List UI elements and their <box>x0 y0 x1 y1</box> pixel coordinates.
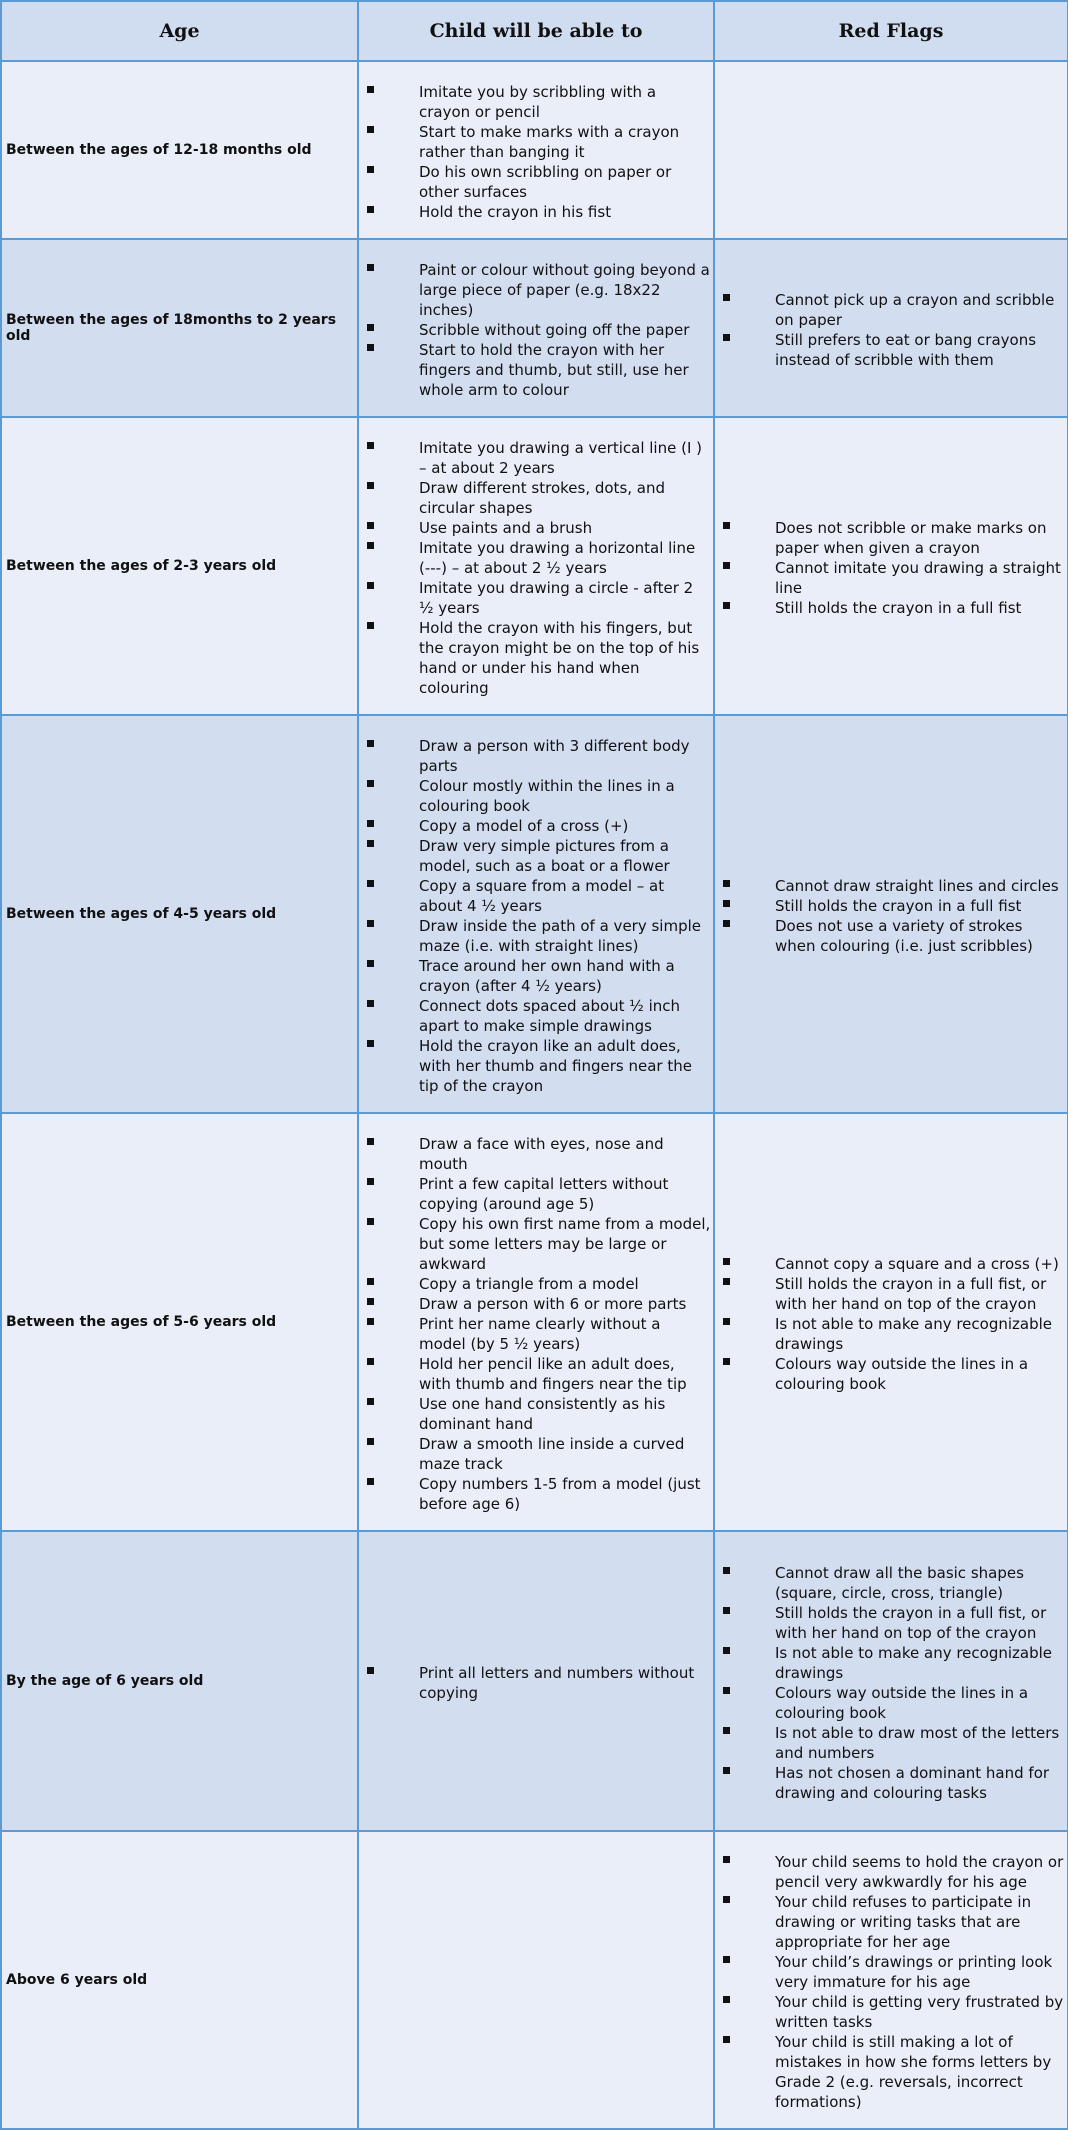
red-flag-item: Cannot draw straight lines and circles <box>715 876 1065 896</box>
table-body <box>1 61 1068 2129</box>
red-flag-item: Does not use a variety of strokes when colouring (i.e. just scribbles) <box>715 916 1065 956</box>
red-flags-cell <box>714 61 1068 239</box>
age-cell: By the age of 6 years old <box>1 1531 358 1831</box>
table-row <box>1 239 1068 417</box>
ability-list <box>359 716 713 1112</box>
red-flag-list <box>715 1832 1067 2128</box>
ability-item: Copy his own first name from a model, but some letters may be large or awkward <box>359 1214 711 1274</box>
ability-item: Draw very simple pictures from a model, such as a boat or a flower <box>359 836 711 876</box>
age-cell: Between the ages of 5-6 years old <box>1 1113 358 1531</box>
header-child-able: Child will be able to <box>358 1 714 61</box>
age-cell: Between the ages of 18months to 2 years old <box>1 239 358 417</box>
ability-item: Draw a smooth line inside a curved maze track <box>359 1434 711 1474</box>
age-cell: Between the ages of 2-3 years old <box>1 417 358 715</box>
ability-item: Print all letters and numbers without copying <box>359 1663 711 1703</box>
red-flags-cell <box>714 1113 1068 1531</box>
ability-list <box>359 1643 713 1719</box>
ability-item: Hold her pencil like an adult does, with thumb and fingers near the tip <box>359 1354 711 1394</box>
red-flag-item: Your child’s drawings or printing look very immature for his age <box>715 1952 1065 1992</box>
red-flags-cell <box>714 1531 1068 1831</box>
table-row <box>1 1531 1068 1831</box>
child-able-cell <box>358 239 714 417</box>
ability-item: Imitate you by scribbling with a crayon or pencil <box>359 82 711 122</box>
red-flag-item: Colours way outside the lines in a colouring book <box>715 1354 1065 1394</box>
red-flag-item: Is not able to make any recognizable drawings <box>715 1314 1065 1354</box>
ability-item: Hold the crayon in his fist <box>359 202 711 222</box>
ability-item: Draw a person with 3 different body parts <box>359 736 711 776</box>
child-able-cell <box>358 715 714 1113</box>
header-age: Age <box>1 1 358 61</box>
red-flag-item: Cannot copy a square and a cross (+) <box>715 1254 1065 1274</box>
red-flag-item: Colours way outside the lines in a colouring book <box>715 1683 1065 1723</box>
age-cell: Above 6 years old <box>1 1831 358 2129</box>
red-flag-list <box>715 270 1067 386</box>
table-row <box>1 417 1068 715</box>
red-flag-item: Still holds the crayon in a full fist <box>715 896 1065 916</box>
red-flag-item: Your child refuses to participate in drawing or writing tasks that are appropriate for her age <box>715 1892 1065 1952</box>
header-red-flags: Red Flags <box>714 1 1068 61</box>
ability-item: Start to hold the crayon with her fingers and thumb, but still, use her whole arm to colour <box>359 340 711 400</box>
red-flag-item: Still prefers to eat or bang crayons instead of scribble with them <box>715 330 1065 370</box>
red-flag-item: Still holds the crayon in a full fist, or with her hand on top of the crayon <box>715 1274 1065 1314</box>
ability-item: Hold the crayon like an adult does, with her thumb and fingers near the tip of the crayon <box>359 1036 711 1096</box>
age-cell: Between the ages of 4-5 years old <box>1 715 358 1113</box>
red-flag-list <box>715 498 1067 634</box>
ability-item: Imitate you drawing a horizontal line (---) – at about 2 ½ years <box>359 538 711 578</box>
age-cell: Between the ages of 12-18 months old <box>1 61 358 239</box>
ability-item: Use paints and a brush <box>359 518 711 538</box>
child-able-cell <box>358 1831 714 2129</box>
red-flags-cell <box>714 417 1068 715</box>
red-flag-item: Cannot imitate you drawing a straight line <box>715 558 1065 598</box>
table-row <box>1 1831 1068 2129</box>
ability-item: Do his own scribbling on paper or other surfaces <box>359 162 711 202</box>
ability-item: Print her name clearly without a model (by 5 ½ years) <box>359 1314 711 1354</box>
red-flag-list <box>715 856 1067 972</box>
ability-item: Draw a person with 6 or more parts <box>359 1294 711 1314</box>
child-able-cell <box>358 417 714 715</box>
red-flags-cell <box>714 239 1068 417</box>
child-able-cell <box>358 61 714 239</box>
red-flag-item: Your child is getting very frustrated by written tasks <box>715 1992 1065 2032</box>
ability-item: Copy a model of a cross (+) <box>359 816 711 836</box>
table-row <box>1 715 1068 1113</box>
ability-list <box>359 1114 713 1530</box>
ability-list <box>359 62 713 238</box>
ability-item: Colour mostly within the lines in a colouring book <box>359 776 711 816</box>
ability-item: Copy a triangle from a model <box>359 1274 711 1294</box>
red-flag-item: Is not able to draw most of the letters and numbers <box>715 1723 1065 1763</box>
ability-item: Draw inside the path of a very simple maze (i.e. with straight lines) <box>359 916 711 956</box>
table-row <box>1 61 1068 239</box>
ability-item: Hold the crayon with his fingers, but the crayon might be on the top of his hand or under his hand when colouring <box>359 618 711 698</box>
ability-list <box>359 240 713 416</box>
ability-item: Imitate you drawing a vertical line (I ) – at about 2 years <box>359 438 711 478</box>
red-flags-cell <box>714 715 1068 1113</box>
ability-item: Draw different strokes, dots, and circular shapes <box>359 478 711 518</box>
table-row <box>1 1113 1068 1531</box>
ability-item: Scribble without going off the paper <box>359 320 711 340</box>
red-flag-item: Your child is still making a lot of mistakes in how she forms letters by Grade 2 (e.g. reversals, incorrect formations) <box>715 2032 1065 2112</box>
ability-item: Print a few capital letters without copying (around age 5) <box>359 1174 711 1214</box>
red-flag-item: Has not chosen a dominant hand for drawing and colouring tasks <box>715 1763 1065 1803</box>
table-header <box>1 1 1068 61</box>
ability-list <box>359 418 713 714</box>
red-flag-item: Still holds the crayon in a full fist <box>715 598 1065 618</box>
child-able-cell <box>358 1113 714 1531</box>
header-row <box>1 1 1068 61</box>
red-flags-cell <box>714 1831 1068 2129</box>
ability-item: Copy numbers 1-5 from a model (just before age 6) <box>359 1474 711 1514</box>
red-flag-item: Cannot draw all the basic shapes (square, circle, cross, triangle) <box>715 1563 1065 1603</box>
red-flag-item: Is not able to make any recognizable drawings <box>715 1643 1065 1683</box>
ability-item: Use one hand consistently as his dominant hand <box>359 1394 711 1434</box>
red-flag-item: Your child seems to hold the crayon or pencil very awkwardly for his age <box>715 1852 1065 1892</box>
red-flag-item: Does not scribble or make marks on paper when given a crayon <box>715 518 1065 558</box>
ability-item: Start to make marks with a crayon rather than banging it <box>359 122 711 162</box>
ability-item: Copy a square from a model – at about 4 ½ years <box>359 876 711 916</box>
child-able-cell <box>358 1531 714 1831</box>
red-flag-list <box>715 1234 1067 1410</box>
ability-item: Connect dots spaced about ½ inch apart to make simple drawings <box>359 996 711 1036</box>
red-flag-item: Still holds the crayon in a full fist, or with her hand on top of the crayon <box>715 1603 1065 1643</box>
red-flag-list <box>715 1543 1067 1819</box>
red-flag-item: Cannot pick up a crayon and scribble on paper <box>715 290 1065 330</box>
ability-item: Imitate you drawing a circle - after 2 ½ years <box>359 578 711 618</box>
ability-item: Trace around her own hand with a crayon (after 4 ½ years) <box>359 956 711 996</box>
ability-item: Paint or colour without going beyond a large piece of paper (e.g. 18x22 inches) <box>359 260 711 320</box>
ability-item: Draw a face with eyes, nose and mouth <box>359 1134 711 1174</box>
